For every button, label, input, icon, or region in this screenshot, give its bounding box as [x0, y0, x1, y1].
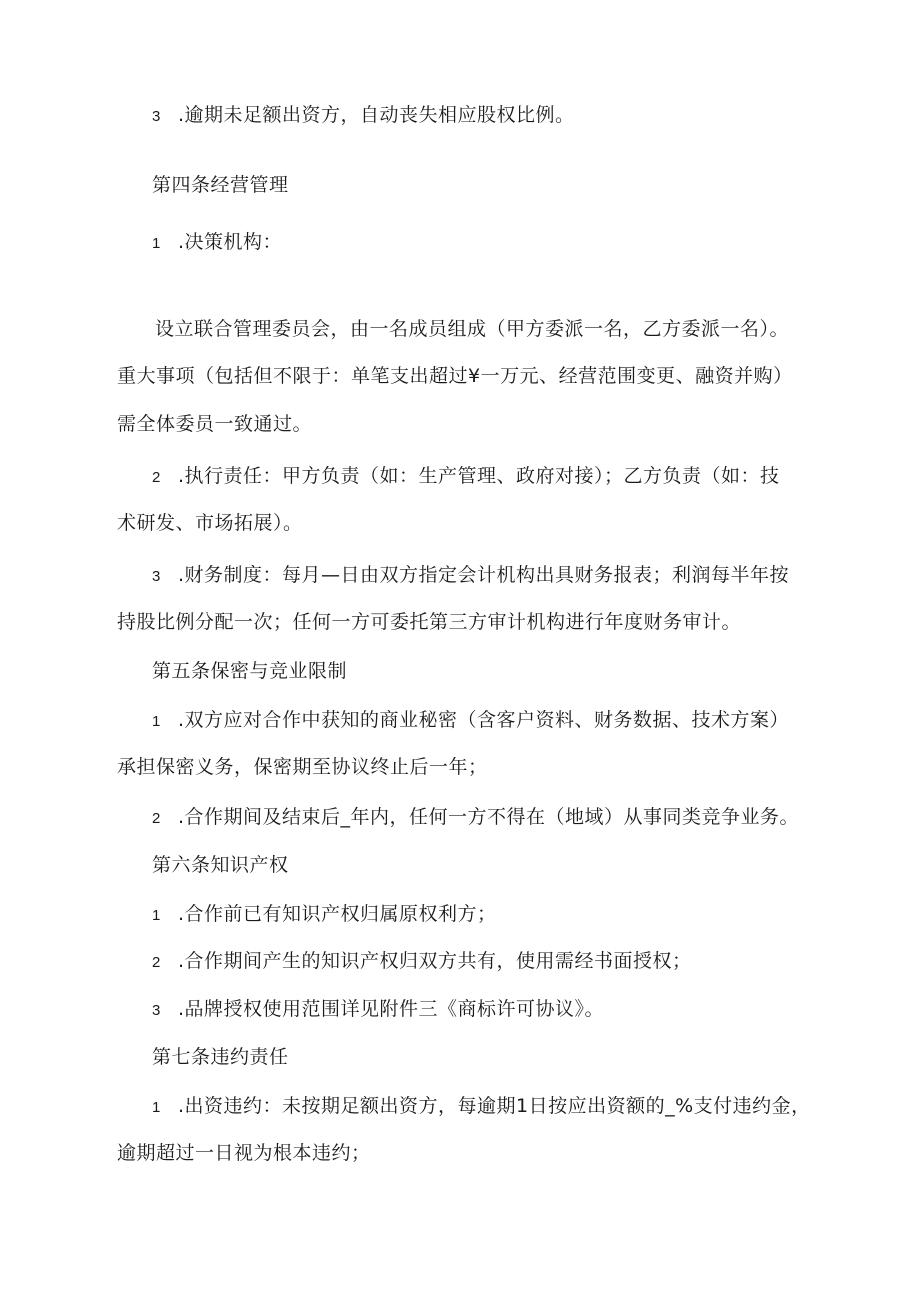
- paragraph-text: 重大事项（包括但不限于：单笔支出超过¥一万元、经营范围变更、融资并购）: [117, 365, 793, 387]
- clause-text: .品牌授权使用范围详见附件三《商标许可协议》。: [178, 998, 605, 1020]
- clause-text: .双方应对合作中获知的商业秘密（含客户资料、财务数据、技术方案）: [178, 709, 790, 731]
- clause-text: .出资违约：未按期足额出资方，每逾期1日按应出资额的_%支付违约金，: [178, 1095, 811, 1117]
- clause-text: .逾期未足额出资方，自动丧失相应股权比例。: [178, 104, 575, 126]
- clause-text: .执行责任：甲方负责（如：生产管理、政府对接）；乙方负责（如：技: [178, 465, 780, 487]
- paragraph-line: [117, 411, 312, 437]
- heading-text: 第五条保密与竞业限制: [152, 660, 348, 682]
- clause-6-3: [152, 996, 604, 1024]
- paragraph-text: 持股比例分配一次；任何一方可委托第三方审计机构进行年度财务审计。: [117, 611, 742, 633]
- clause-number: 2: [152, 810, 161, 827]
- article-5-heading: [152, 658, 347, 684]
- paragraph-line: [117, 363, 793, 389]
- paragraph-text: 设立联合管理委员会，由一名成员组成（甲方委派一名，乙方委派一名）。: [155, 318, 790, 340]
- clause-6-1: [152, 901, 497, 929]
- article-6-heading: [152, 852, 289, 878]
- paragraph-line: [117, 1140, 371, 1166]
- clause-text: .财务制度：每月—日由双方指定会计机构出具财务报表；利润每半年按: [178, 564, 790, 586]
- clause-4-1: [152, 229, 282, 257]
- paragraph-line: [117, 754, 488, 780]
- clause-number: 1: [152, 907, 161, 924]
- clause-number: 1: [152, 713, 161, 730]
- heading-text: 第六条知识产权: [152, 854, 289, 876]
- article-7-heading: [152, 1044, 289, 1070]
- clause-5-1: [152, 707, 789, 735]
- clause-text: .决策机构：: [178, 231, 283, 253]
- clause-6-2: [152, 948, 692, 976]
- paragraph-line: [155, 316, 789, 342]
- clause-4-3: [152, 562, 789, 590]
- heading-text: 第四条经营管理: [152, 174, 289, 196]
- clause-text: .合作期间产生的知识产权归双方共有，使用需经书面授权；: [178, 950, 692, 972]
- clause-number: 3: [152, 108, 161, 125]
- clause-5-2: [152, 804, 799, 832]
- clause-number: 2: [152, 469, 161, 486]
- clause-number: 3: [152, 568, 161, 585]
- clause-number: 2: [152, 954, 161, 971]
- paragraph-text: 逾期超过一日视为根本违约；: [117, 1142, 371, 1164]
- article-4-heading: [152, 172, 289, 198]
- clause-text: .合作期间及结束后_年内，任何一方不得在（地域）从事同类竞争业务。: [178, 806, 800, 828]
- paragraph-text: 术研发、市场拓展）。: [117, 512, 303, 534]
- clause-number: 1: [152, 1099, 161, 1116]
- paragraph-line: [117, 510, 303, 536]
- clause-number: 1: [152, 235, 161, 252]
- paragraph-text: 需全体委员一致通过。: [117, 413, 313, 435]
- clause-text: .合作前已有知识产权归属原权利方；: [178, 903, 497, 925]
- heading-text: 第七条违约责任: [152, 1046, 289, 1068]
- clause-number: 3: [152, 1002, 161, 1019]
- clause-3-3: [152, 102, 575, 130]
- clause-4-2: [152, 463, 780, 491]
- clause-7-1: [152, 1093, 811, 1121]
- paragraph-line: [117, 609, 741, 635]
- paragraph-text: 承担保密义务，保密期至协议终止后一年；: [117, 756, 488, 778]
